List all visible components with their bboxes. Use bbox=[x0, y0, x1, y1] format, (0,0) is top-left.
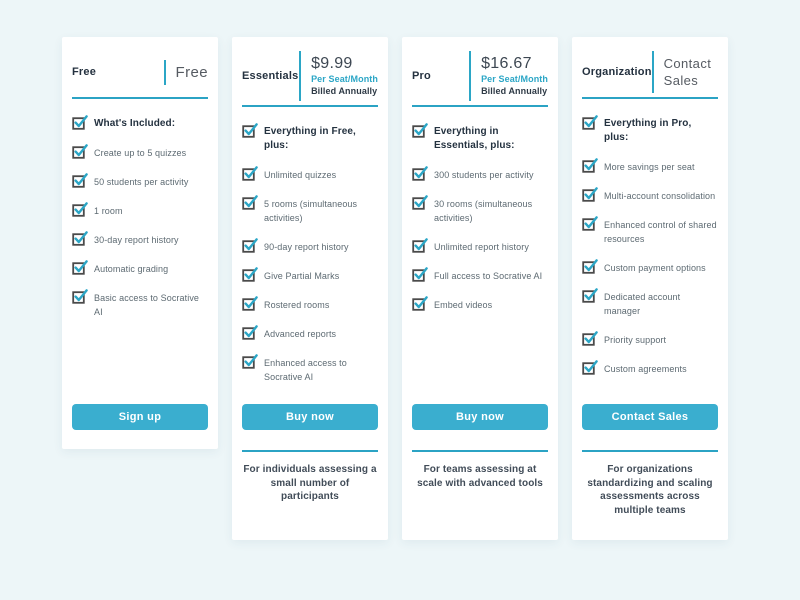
price-billing: Billed Annually bbox=[481, 86, 548, 96]
feature-item bbox=[412, 238, 548, 254]
feature-item bbox=[72, 144, 208, 160]
price-block bbox=[164, 60, 208, 85]
feature-label: Everything in Pro, plus: bbox=[604, 118, 692, 143]
feature-label: Enhanced control of shared resources bbox=[604, 220, 717, 244]
price-block bbox=[299, 51, 378, 101]
feature-item bbox=[582, 158, 718, 174]
feature-item bbox=[72, 173, 208, 189]
checkbox-icon bbox=[582, 187, 598, 202]
price-block bbox=[652, 51, 722, 93]
checkbox-icon bbox=[242, 238, 258, 253]
feature-label: Enhanced access to Socrative AI bbox=[264, 358, 347, 382]
plan-description: For individuals assessing a small number of participants bbox=[243, 464, 377, 502]
feature-list bbox=[412, 123, 548, 312]
feature-label: 30 rooms (simultaneous activities) bbox=[434, 199, 533, 223]
checkbox-icon bbox=[582, 115, 598, 130]
feature-list bbox=[582, 115, 718, 376]
feature-label: Unlimited quizzes bbox=[264, 170, 337, 180]
pricing-card-organization bbox=[572, 37, 728, 540]
card-header bbox=[242, 51, 378, 101]
checkbox-icon bbox=[582, 360, 598, 375]
feature-item bbox=[412, 296, 548, 312]
checkbox-icon bbox=[582, 158, 598, 173]
price-period: Per Seat/Month bbox=[311, 74, 378, 84]
feature-label: 50 students per activity bbox=[94, 177, 189, 187]
feature-label: 1 room bbox=[94, 206, 123, 216]
feature-item bbox=[242, 238, 378, 254]
feature-label: Unlimited report history bbox=[434, 242, 529, 252]
feature-label: Create up to 5 quizzes bbox=[94, 148, 187, 158]
price-period: Per Seat/Month bbox=[481, 74, 548, 84]
feature-label: Everything in Essentials, plus: bbox=[434, 126, 515, 151]
feature-label: What's Included: bbox=[94, 118, 176, 129]
plan-name: Organization bbox=[582, 66, 652, 78]
checkbox-icon bbox=[582, 288, 598, 303]
contact-sales-button[interactable]: Contact Sales bbox=[582, 404, 718, 430]
plan-name: Free bbox=[72, 66, 97, 78]
feature-item bbox=[72, 260, 208, 276]
header-divider bbox=[412, 105, 548, 107]
feature-item bbox=[72, 202, 208, 218]
checkbox-icon bbox=[242, 267, 258, 282]
feature-item bbox=[412, 166, 548, 182]
feature-item bbox=[72, 115, 208, 131]
feature-item bbox=[582, 216, 718, 246]
checkbox-icon bbox=[72, 202, 88, 217]
checkbox-icon bbox=[582, 259, 598, 274]
feature-label: Multi-account consolidation bbox=[604, 191, 716, 201]
checkbox-icon bbox=[412, 267, 428, 282]
card-header bbox=[412, 51, 548, 101]
feature-label: 5 rooms (simultaneous activities) bbox=[264, 199, 358, 223]
checkbox-icon bbox=[242, 123, 258, 138]
feature-item bbox=[72, 231, 208, 247]
checkbox-icon bbox=[242, 325, 258, 340]
footer-divider bbox=[412, 450, 548, 452]
header-divider bbox=[582, 97, 718, 99]
pricing-table bbox=[62, 37, 728, 540]
pricing-card-pro bbox=[402, 37, 558, 540]
checkbox-icon bbox=[412, 123, 428, 138]
checkbox-icon bbox=[72, 173, 88, 188]
feature-item bbox=[582, 187, 718, 203]
checkbox-icon bbox=[242, 195, 258, 210]
checkbox-icon bbox=[72, 231, 88, 246]
feature-label: Dedicated account manager bbox=[604, 292, 681, 316]
plan-description: For organizations standardizing and scaling assessments across multiple teams bbox=[587, 464, 713, 516]
feature-list bbox=[242, 123, 378, 384]
feature-label: 90-day report history bbox=[264, 242, 349, 252]
plan-name: Essentials bbox=[242, 70, 299, 82]
price-block bbox=[469, 51, 548, 101]
feature-item bbox=[412, 267, 548, 283]
feature-label: Basic access to Socrative AI bbox=[94, 293, 200, 317]
price-main: $9.99 bbox=[311, 55, 353, 72]
plan-description: For teams assessing at scale with advanced tools bbox=[417, 464, 543, 489]
feature-item bbox=[242, 195, 378, 225]
feature-item bbox=[582, 288, 718, 318]
checkbox-icon bbox=[72, 260, 88, 275]
price-main: Contact Sales bbox=[663, 56, 712, 88]
checkbox-icon bbox=[72, 289, 88, 304]
feature-label: Advanced reports bbox=[264, 329, 337, 339]
checkbox-icon bbox=[242, 354, 258, 369]
price-billing: Billed Annually bbox=[311, 86, 378, 96]
feature-item bbox=[242, 354, 378, 384]
checkbox-icon bbox=[582, 216, 598, 231]
checkbox-icon bbox=[72, 144, 88, 159]
card-header bbox=[72, 51, 208, 93]
feature-item bbox=[242, 267, 378, 283]
plan-name: Pro bbox=[412, 70, 431, 82]
card-header bbox=[582, 51, 718, 93]
feature-label: 300 students per activity bbox=[434, 170, 534, 180]
feature-label: Automatic grading bbox=[94, 264, 169, 274]
feature-item bbox=[242, 166, 378, 182]
card-footer bbox=[412, 450, 548, 490]
feature-label: Everything in Free, plus: bbox=[264, 126, 356, 151]
checkbox-icon bbox=[582, 331, 598, 346]
feature-item bbox=[242, 123, 378, 153]
feature-label: Full access to Socrative AI bbox=[434, 271, 543, 281]
checkbox-icon bbox=[412, 195, 428, 210]
feature-label: 30-day report history bbox=[94, 235, 179, 245]
price-main: Free bbox=[175, 63, 208, 81]
checkbox-icon bbox=[412, 296, 428, 311]
feature-item bbox=[242, 296, 378, 312]
buy-now-button[interactable]: Buy now bbox=[412, 404, 548, 430]
feature-item bbox=[412, 123, 548, 153]
feature-label: Custom agreements bbox=[604, 364, 687, 374]
checkbox-icon bbox=[242, 296, 258, 311]
card-footer bbox=[582, 450, 718, 517]
feature-item bbox=[242, 325, 378, 341]
header-divider bbox=[72, 97, 208, 99]
feature-label: Custom payment options bbox=[604, 263, 706, 273]
footer-divider bbox=[582, 450, 718, 452]
feature-list bbox=[72, 115, 208, 319]
checkbox-icon bbox=[242, 166, 258, 181]
pricing-card-free bbox=[62, 37, 218, 449]
feature-item bbox=[582, 115, 718, 145]
feature-label: Embed videos bbox=[434, 300, 493, 310]
header-divider bbox=[242, 105, 378, 107]
pricing-card-essentials bbox=[232, 37, 388, 540]
feature-item bbox=[582, 259, 718, 275]
price-main: $16.67 bbox=[481, 55, 532, 72]
feature-label: More savings per seat bbox=[604, 162, 695, 172]
checkbox-icon bbox=[72, 115, 88, 130]
feature-label: Rostered rooms bbox=[264, 300, 330, 310]
feature-item bbox=[582, 360, 718, 376]
card-footer bbox=[242, 450, 378, 504]
signup-button[interactable]: Sign up bbox=[72, 404, 208, 430]
buy-now-button[interactable]: Buy now bbox=[242, 404, 378, 430]
footer-divider bbox=[242, 450, 378, 452]
feature-item bbox=[72, 289, 208, 319]
feature-item bbox=[582, 331, 718, 347]
feature-label: Give Partial Marks bbox=[264, 271, 340, 281]
checkbox-icon bbox=[412, 238, 428, 253]
feature-label: Priority support bbox=[604, 335, 667, 345]
feature-item bbox=[412, 195, 548, 225]
checkbox-icon bbox=[412, 166, 428, 181]
